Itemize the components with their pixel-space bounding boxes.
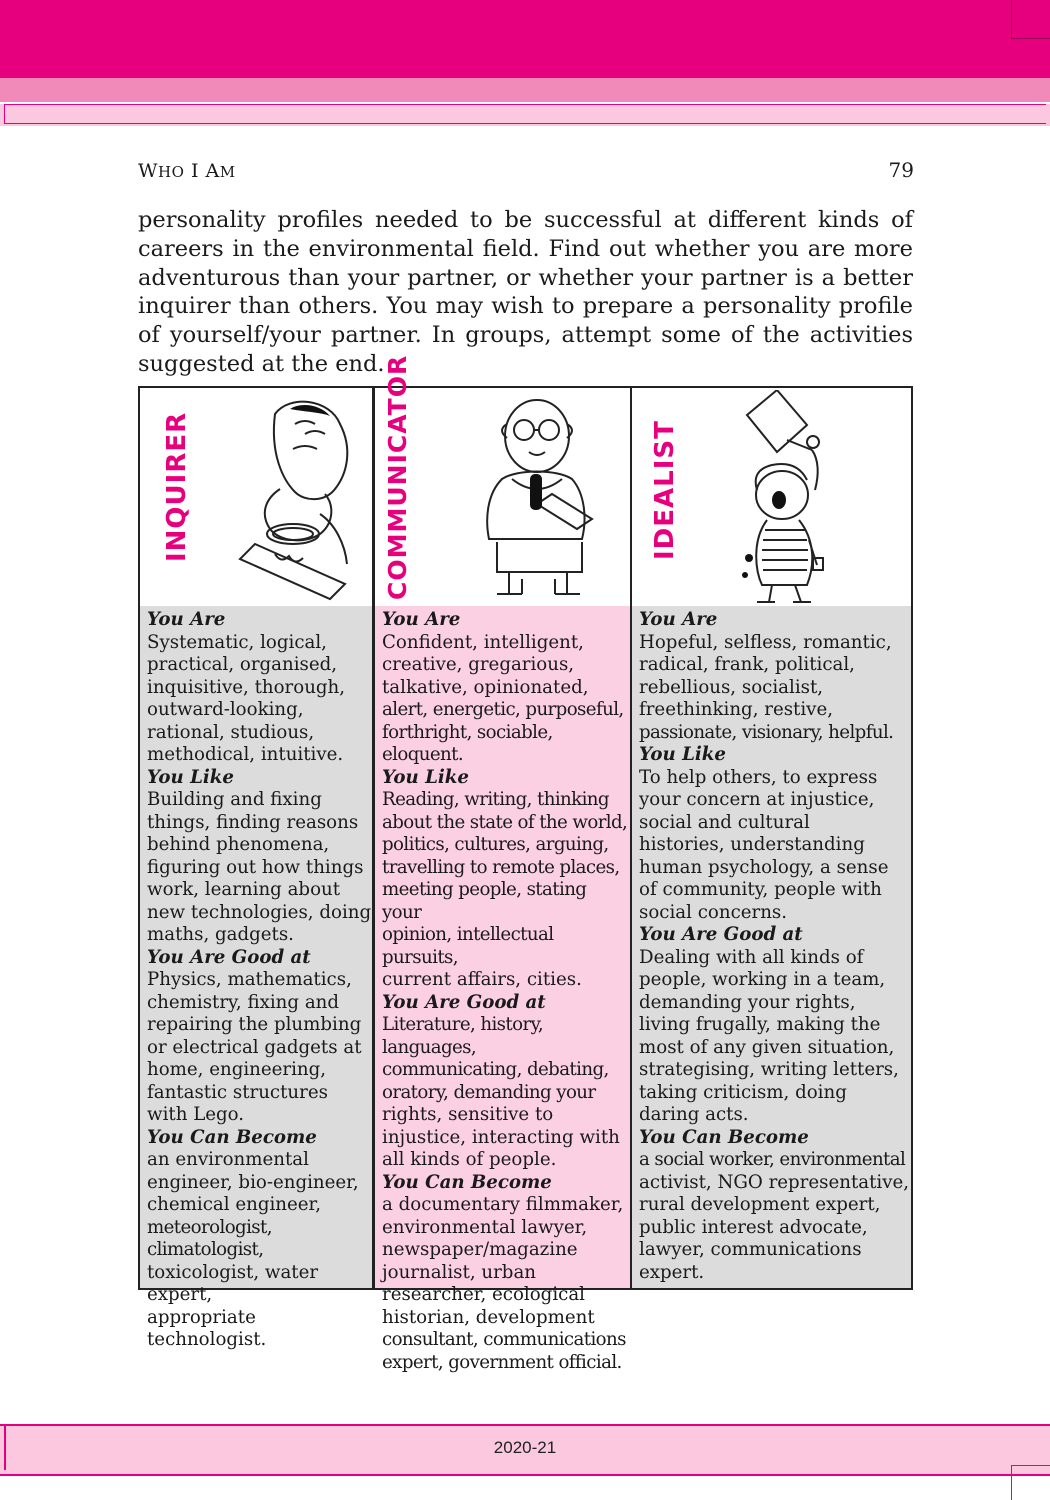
- text-line: about the state of the world,: [382, 811, 628, 833]
- text-line: environmental lawyer,: [382, 1216, 588, 1238]
- text-line: passionate, visionary, helpful.: [639, 721, 894, 743]
- text-line: alert, energetic, purposeful,: [382, 699, 624, 720]
- text-line: public interest advocate,: [639, 1216, 868, 1238]
- text-line: Building and fixing: [147, 789, 322, 810]
- text-line: historian, development: [382, 1306, 595, 1328]
- text-line: inquisitive, thorough,: [147, 676, 346, 698]
- text-line: fantastic structures: [147, 1081, 328, 1103]
- text-line: travelling to remote places,: [382, 856, 620, 878]
- inquirer-illustration: [235, 394, 365, 604]
- text-line: home, engineering,: [147, 1059, 327, 1080]
- column-header: [140, 388, 372, 606]
- text-line: meteorologist, climatologist,: [147, 1216, 272, 1260]
- text-line: opinion, intellectual pursuits,: [382, 924, 554, 968]
- text-line: Literature, history, languages,: [382, 1014, 544, 1058]
- section-heading: You Are Good at: [147, 946, 311, 968]
- text-line: methodical, intuitive.: [147, 744, 344, 765]
- idealist-illustration: [727, 390, 857, 604]
- text-line: outward-looking,: [147, 699, 304, 720]
- top-banner-stripe: [0, 78, 1050, 102]
- text-line: social and cultural: [639, 811, 810, 833]
- page-number: 79: [888, 158, 914, 182]
- text-line: most of any given situation,: [639, 1036, 895, 1058]
- text-line: forthright, sociable, eloquent.: [382, 721, 553, 765]
- personality-table: [138, 354, 913, 1373]
- text-line: new technologies, doing: [147, 901, 372, 923]
- section-heading: You Are Good at: [382, 991, 546, 1013]
- text-line: Hopeful, selfless, romantic,: [639, 631, 892, 653]
- section-heading: You Are: [382, 609, 461, 630]
- text-line: meeting people, stating your: [382, 879, 587, 923]
- text-line: freethinking, restive,: [639, 699, 833, 720]
- text-line: radical, frank, political,: [639, 654, 855, 675]
- text-line: repairing the plumbing: [147, 1014, 362, 1035]
- column-body: [632, 606, 911, 1288]
- text-line: chemical engineer,: [147, 1194, 322, 1215]
- text-line: maths, gadgets.: [147, 924, 294, 945]
- text-line: living frugally, making the: [639, 1014, 881, 1035]
- text-line: a documentary filmmaker,: [382, 1194, 624, 1215]
- column-header: [632, 388, 911, 606]
- running-head: WHO I AM: [138, 160, 236, 182]
- section-heading: You Can Become: [147, 1126, 317, 1148]
- top-banner-rule: [4, 104, 1046, 124]
- crop-mark: [1011, 0, 1050, 39]
- text-line: lawyer, communications: [639, 1239, 862, 1260]
- text-line: activist, NGO representative,: [639, 1171, 910, 1193]
- column-body: [375, 606, 630, 1373]
- text-line: rural development expert,: [639, 1194, 881, 1215]
- text-line: human psychology, a sense: [639, 856, 889, 878]
- text-line: Physics, mathematics,: [147, 969, 352, 990]
- text-line: chemistry, fixing and: [147, 991, 340, 1013]
- text-line: behind phenomena,: [147, 834, 330, 855]
- column-communicator: [375, 354, 632, 1373]
- text-line: strategising, writing letters,: [639, 1059, 899, 1080]
- text-line: rebellious, socialist,: [639, 676, 824, 698]
- column-idealist: [632, 388, 911, 1288]
- text-line: daring acts.: [639, 1104, 749, 1125]
- text-line: rational, studious,: [147, 721, 315, 743]
- text-line: histories, understanding: [639, 834, 865, 855]
- text-line: people, working in a team,: [639, 969, 886, 990]
- text-line: To help others, to express: [639, 766, 878, 788]
- text-line: Dealing with all kinds of: [639, 946, 864, 968]
- text-line: expert.: [639, 1261, 705, 1283]
- text-line: communicating, debating,: [382, 1059, 609, 1080]
- text-line: work, learning about: [147, 879, 341, 900]
- text-line: figuring out how things: [147, 856, 364, 878]
- text-line: engineer, bio-engineer,: [147, 1171, 359, 1193]
- text-line: consultant, communications: [382, 1329, 626, 1350]
- section-heading: You Are Good at: [639, 924, 803, 945]
- text-line: researcher, ecological: [382, 1284, 585, 1305]
- text-line: Systematic, logical,: [147, 631, 327, 653]
- top-banner: [0, 0, 1050, 78]
- column-body: [140, 606, 372, 1350]
- text-line: current affairs, cities.: [382, 969, 582, 990]
- section-heading: You Like: [639, 744, 726, 765]
- communicator-illustration: [467, 394, 617, 602]
- text-line: Reading, writing, thinking: [382, 789, 609, 810]
- column-title: COMMUNICATOR: [383, 354, 412, 600]
- text-line: appropriate technologist.: [147, 1306, 267, 1350]
- text-line: or electrical gadgets at: [147, 1036, 362, 1058]
- text-line: social concerns.: [639, 901, 788, 923]
- text-line: journalist, urban: [382, 1261, 536, 1283]
- crop-mark: [1011, 1465, 1050, 1500]
- text-line: talkative, opinionated,: [382, 676, 589, 698]
- intro-paragraph: personality profiles needed to be successful at different kinds of careers in the environmental field. Find out whether you are more adventurous than your partner, or whether your partner is a better inquirer than others. You may wish to prepare a personality profile of yourself/your partner. In groups, attempt some of the activities suggested at the end.: [138, 207, 913, 377]
- text-line: rights, sensitive to: [382, 1104, 554, 1125]
- text-line: things, finding reasons: [147, 811, 359, 833]
- text-line: politics, cultures, arguing,: [382, 834, 609, 855]
- section-heading: You Can Become: [382, 1171, 552, 1193]
- text-line: oratory, demanding your: [382, 1081, 596, 1103]
- column-header: [375, 354, 630, 606]
- section-heading: You Like: [382, 766, 469, 788]
- text-line: newspaper/magazine: [382, 1239, 578, 1260]
- column-inquirer: [140, 388, 375, 1350]
- text-line: expert, government official.: [382, 1351, 622, 1373]
- text-line: all kinds of people.: [382, 1149, 557, 1170]
- section-heading: You Like: [147, 766, 234, 788]
- text-line: practical, organised,: [147, 654, 338, 675]
- column-title: IDEALIST: [650, 420, 680, 560]
- text-line: an environmental: [147, 1149, 309, 1170]
- text-line: taking criticism, doing: [639, 1081, 847, 1103]
- section-heading: You Are: [147, 609, 226, 630]
- text-line: your concern at injustice,: [639, 789, 875, 810]
- text-line: toxicologist, water expert,: [147, 1261, 319, 1305]
- text-line: with Lego.: [147, 1104, 245, 1125]
- text-line: demanding your rights,: [639, 991, 856, 1013]
- footer-year: 2020-21: [493, 1438, 557, 1457]
- text-line: of community, people with: [639, 879, 882, 900]
- text-line: creative, gregarious,: [382, 654, 575, 675]
- column-title: INQUIRER: [162, 411, 192, 562]
- section-heading: You Can Become: [639, 1126, 809, 1148]
- section-heading: You Are: [639, 609, 718, 630]
- text-line: Confident, intelligent,: [382, 631, 584, 653]
- text-line: injustice, interacting with: [382, 1126, 620, 1148]
- text-line: a social worker, environmental: [639, 1149, 906, 1170]
